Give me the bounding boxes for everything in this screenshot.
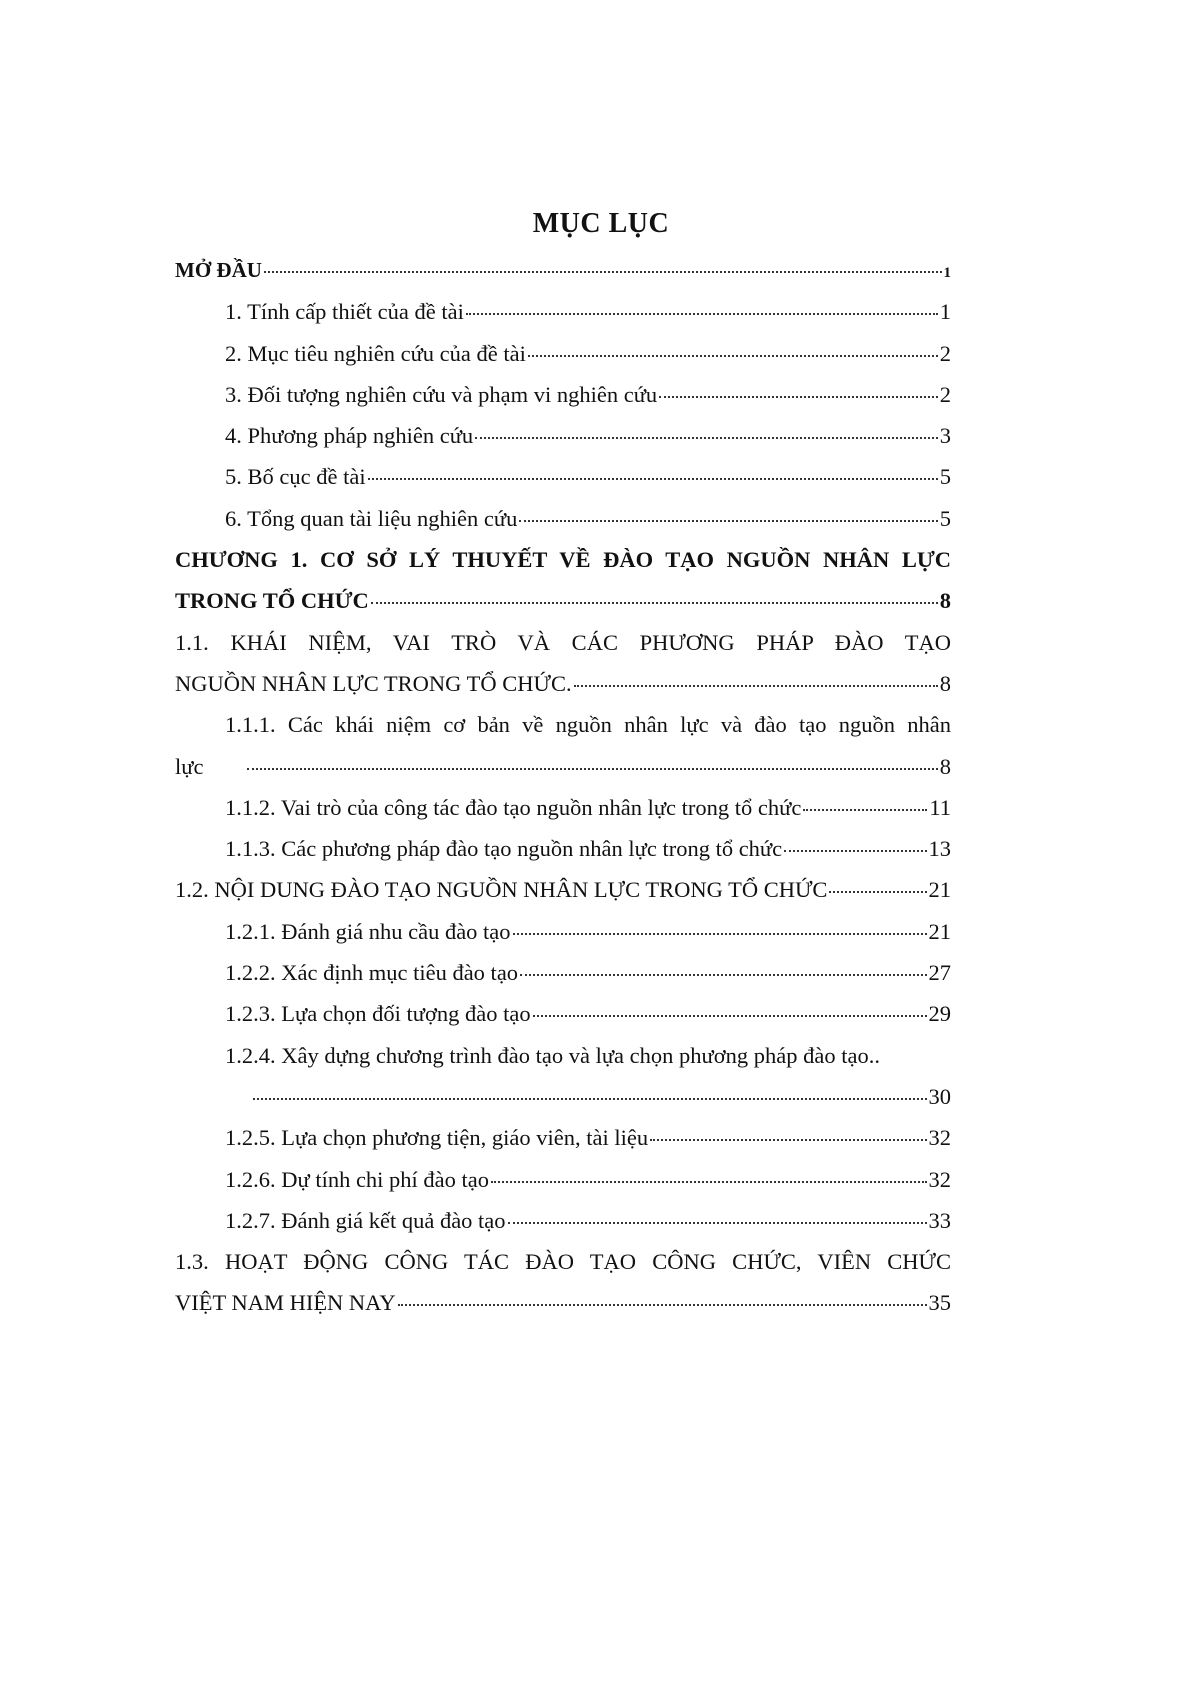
toc-entry-heading-line[interactable]: CHƯƠNG 1. CƠ SỞ LÝ THUYẾT VỀ ĐÀO TẠO NGUỒN NHÂN LỰC — [175, 547, 951, 573]
toc-entry-page: 5 — [939, 505, 951, 531]
toc-entry[interactable] — [175, 795, 951, 836]
toc-entry-heading-line[interactable] — [175, 1043, 951, 1084]
toc-entry-label: 2. Mục tiêu nghiên cứu của đề tài — [225, 340, 526, 366]
toc-entry-page: 1 — [939, 299, 951, 325]
toc-entry-heading-line[interactable]: 1.1. KHÁI NIỆM, VAI TRÒ VÀ CÁC PHƯƠNG PHÁP ĐÀO TẠO — [175, 629, 951, 655]
toc-entry-page: 8 — [939, 753, 951, 779]
toc-entry[interactable] — [175, 1290, 951, 1331]
toc-entry-label: 6. Tổng quan tài liệu nghiên cứu — [225, 505, 518, 531]
leader-dots — [466, 313, 938, 315]
toc-entry-page: 8 — [939, 588, 951, 614]
leader-dots — [520, 974, 926, 976]
leader-dots — [368, 478, 938, 480]
leader-dots — [519, 520, 937, 522]
leader-dots — [803, 809, 927, 811]
leader-dots — [247, 768, 938, 770]
toc-entry[interactable] — [175, 1084, 951, 1125]
toc-entry-label: 4. Phương pháp nghiên cứu — [225, 423, 474, 449]
toc-entry-label: 1.2.7. Đánh giá kết quả đào tạo — [225, 1207, 506, 1233]
toc-entry-heading-line[interactable]: 1.3. HOẠT ĐỘNG CÔNG TÁC ĐÀO TẠO CÔNG CHỨC, VIÊN CHỨC — [175, 1249, 951, 1275]
toc-entry[interactable] — [175, 464, 951, 505]
toc-entry-label: 1.2.4. Xây dựng chương trình đào tạo và lựa chọn phương pháp đào tạo.. — [225, 1042, 880, 1068]
toc-entry-label: 5. Bố cục đề tài — [225, 464, 366, 490]
leader-dots — [829, 891, 926, 893]
toc-entry-page: 33 — [928, 1207, 951, 1233]
toc-entry-page: 8 — [939, 670, 951, 696]
toc-entry[interactable] — [175, 382, 951, 423]
toc-entry-label: VIỆT NAM HIỆN NAY — [175, 1290, 396, 1316]
toc-entry[interactable] — [175, 423, 951, 464]
toc-entry[interactable] — [175, 836, 951, 877]
toc-entry-heading-line[interactable]: 1.1.1. Các khái niệm cơ bản về nguồn nhân lực và đào tạo nguồn nhân — [225, 712, 951, 738]
leader-dots — [574, 685, 938, 687]
toc-entry[interactable] — [175, 506, 951, 547]
leader-dots — [475, 437, 938, 439]
toc-entry-page: 1 — [943, 265, 951, 281]
leader-dots — [491, 1181, 926, 1183]
toc-entry-page: 3 — [939, 423, 951, 449]
toc-entry-label: 1.2.3. Lựa chọn đối tượng đào tạo — [225, 1001, 531, 1027]
toc-entry[interactable] — [175, 919, 951, 960]
leader-dots — [398, 1304, 927, 1306]
toc-entry-label: 1.2. NỘI DUNG ĐÀO TẠO NGUỒN NHÂN LỰC TRONG TỔ CHỨC — [175, 877, 828, 903]
toc-entry[interactable] — [175, 671, 951, 712]
leader-dots — [650, 1139, 926, 1141]
leader-dots — [371, 602, 938, 604]
toc-entry[interactable] — [175, 1208, 951, 1249]
toc-entry-page: 11 — [929, 794, 951, 820]
toc-entry-label: TRONG TỔ CHỨC — [175, 588, 369, 614]
leader-dots — [513, 933, 927, 935]
toc-entry[interactable] — [175, 258, 951, 299]
leader-dots — [508, 1222, 927, 1224]
toc-entry-page: 29 — [928, 1001, 951, 1027]
toc-entry-page: 13 — [928, 836, 951, 862]
toc-entry-label: MỞ ĐẦU — [175, 258, 262, 282]
toc-entry-page: 2 — [939, 340, 951, 366]
toc-entry[interactable] — [175, 754, 951, 795]
leader-dots — [264, 271, 942, 273]
toc-entry-page: 27 — [928, 960, 951, 986]
toc-entry-page: 21 — [928, 918, 951, 944]
leader-dots — [528, 355, 938, 357]
toc-entry-label: 1. Tính cấp thiết của đề tài — [225, 299, 464, 325]
toc-entry-label: lực — [175, 753, 204, 779]
toc-entry-page: 5 — [939, 464, 951, 490]
toc-entry-label: 1.1.2. Vai trò của công tác đào tạo nguồn nhân lực trong tổ chức — [225, 794, 802, 820]
toc-entry-label: 1.2.6. Dự tính chi phí đào tạo — [225, 1166, 490, 1192]
toc-entry[interactable] — [175, 1125, 951, 1166]
toc-entry[interactable] — [175, 299, 951, 340]
toc-entry[interactable] — [175, 1167, 951, 1208]
leader-dots — [659, 396, 938, 398]
toc-entry-label: 1.2.5. Lựa chọn phương tiện, giáo viên, tài liệu — [225, 1125, 649, 1151]
toc-entry-label: 1.2.1. Đánh giá nhu cầu đào tạo — [225, 918, 511, 944]
toc-entry[interactable] — [175, 960, 951, 1001]
toc-entry-page: 2 — [939, 381, 951, 407]
toc-entry-label: 3. Đối tượng nghiên cứu và phạm vi nghiên cứu — [225, 381, 658, 407]
toc-entry-page: 21 — [928, 877, 951, 903]
toc-entry[interactable] — [175, 588, 951, 629]
leader-dots — [533, 1015, 927, 1017]
toc-entry-page: 32 — [928, 1166, 951, 1192]
toc-entry[interactable] — [175, 1001, 951, 1042]
toc-entry-label: 1.2.2. Xác định mục tiêu đào tạo — [225, 960, 519, 986]
toc-entry-page: 35 — [928, 1290, 951, 1316]
table-of-contents — [175, 258, 951, 1332]
toc-entry[interactable] — [175, 877, 951, 918]
toc-entry[interactable] — [175, 341, 951, 382]
page-title: MỤC LỤC — [532, 208, 670, 239]
leader-dots — [784, 850, 926, 852]
toc-entry-page: 32 — [928, 1125, 951, 1151]
toc-entry-page: 30 — [928, 1083, 951, 1109]
toc-entry-label: NGUỒN NHÂN LỰC TRONG TỔ CHỨC. — [175, 670, 572, 696]
leader-dots — [253, 1098, 927, 1100]
toc-entry-label: 1.1.3. Các phương pháp đào tạo nguồn nhân lực trong tổ chức — [225, 836, 783, 862]
